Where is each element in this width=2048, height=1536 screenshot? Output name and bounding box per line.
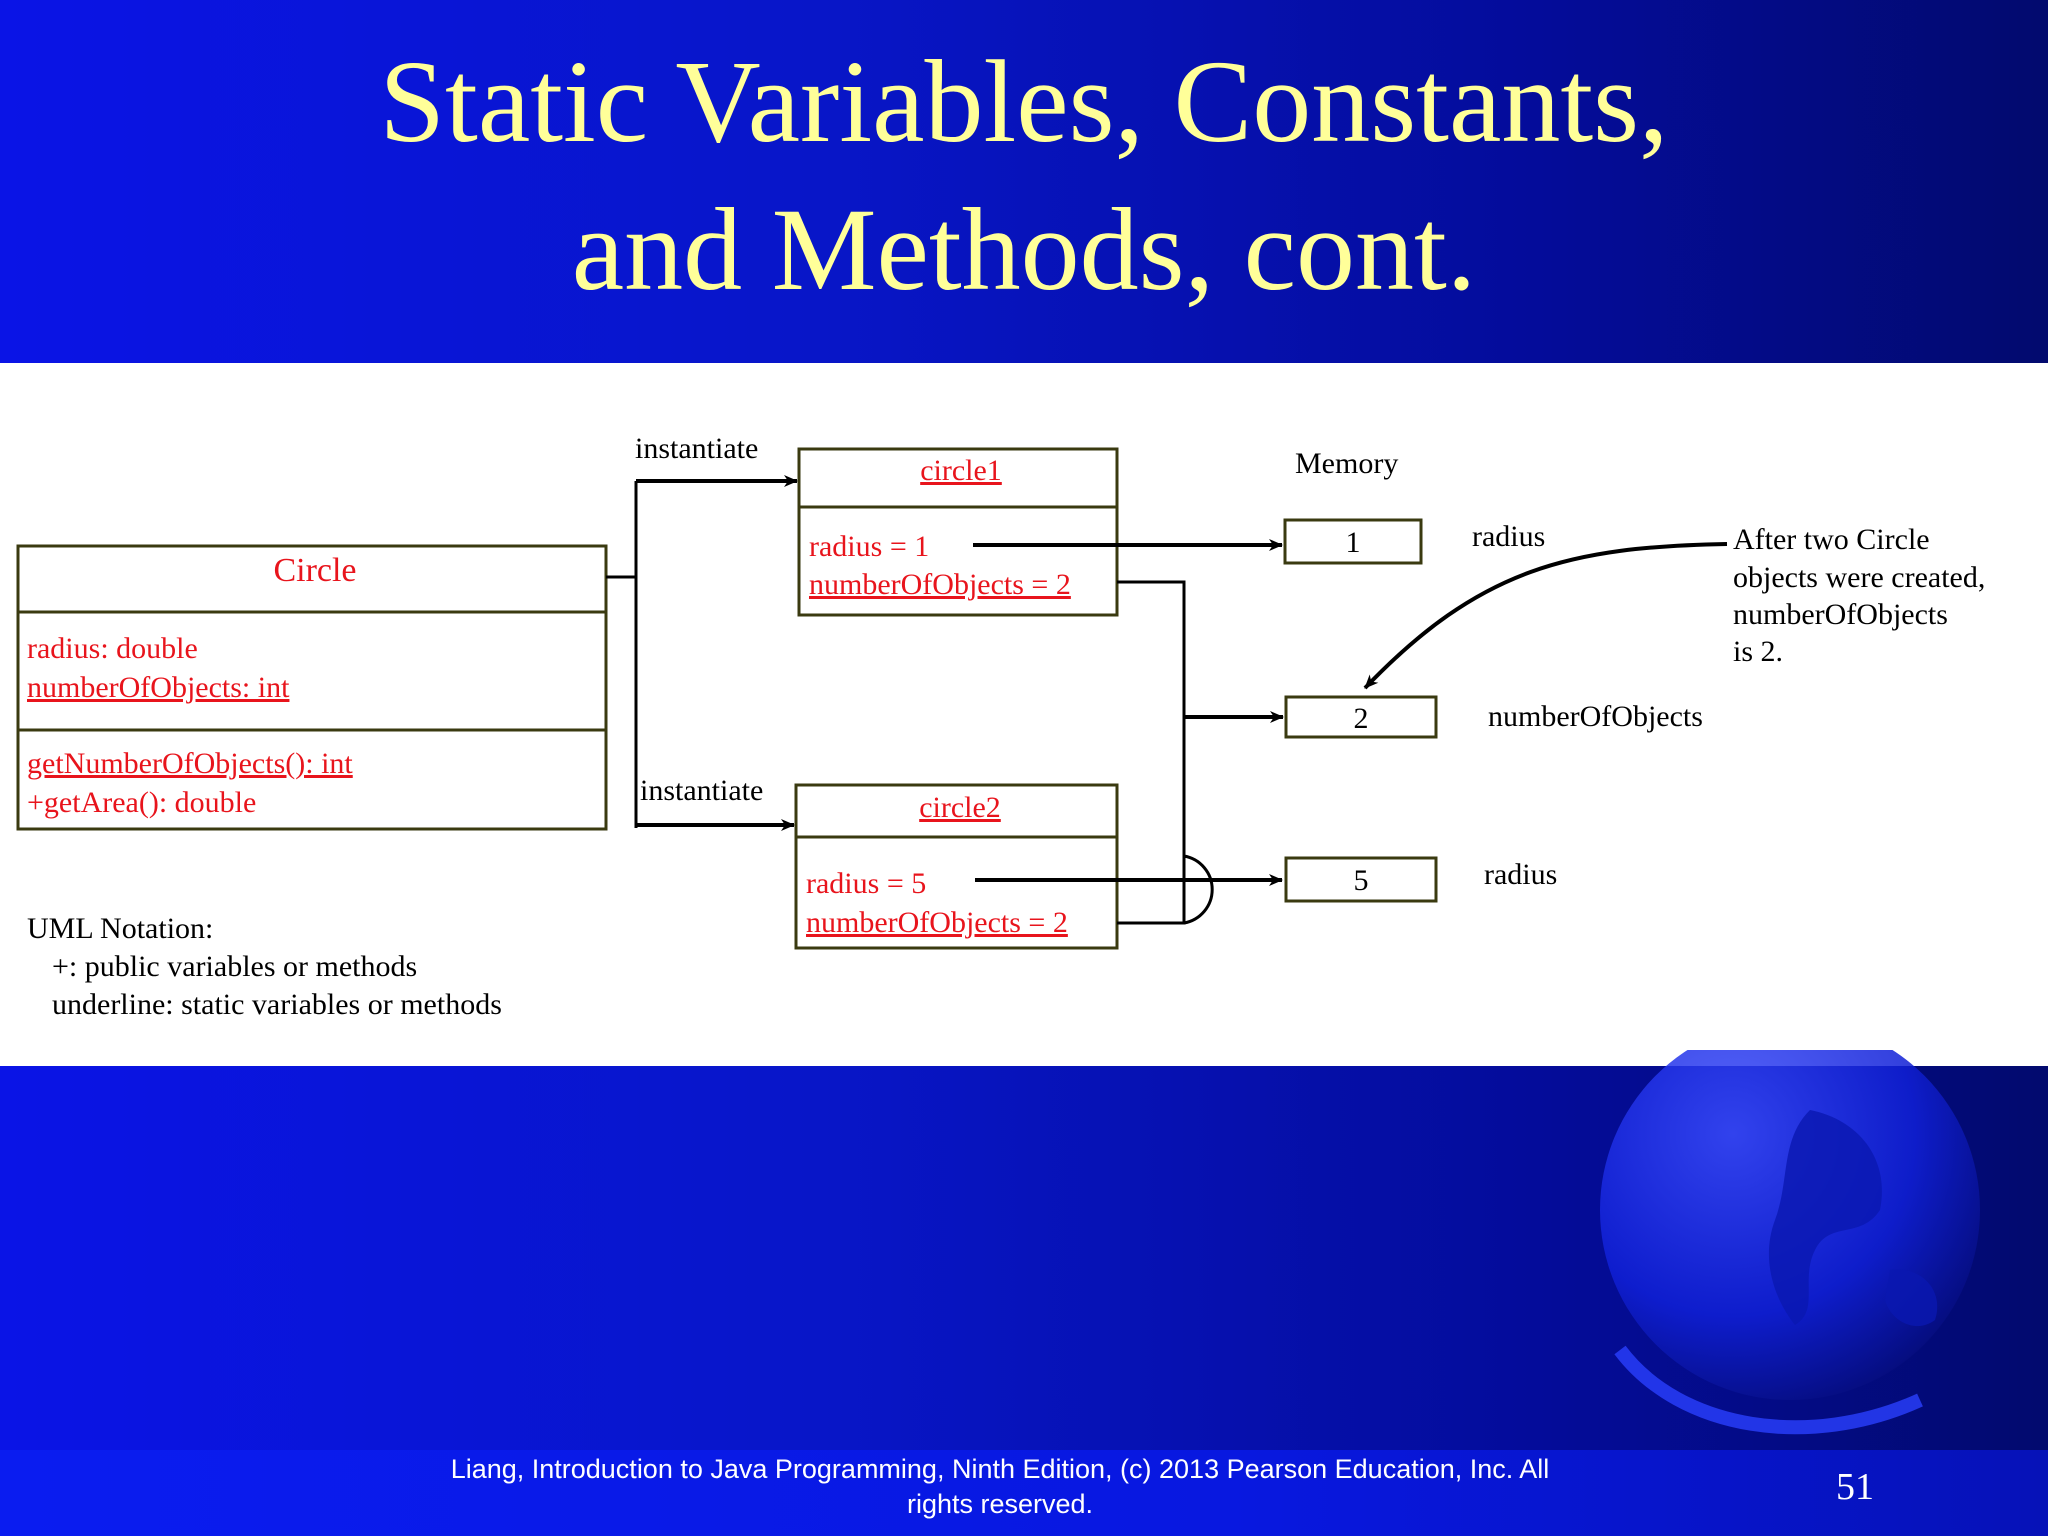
- diagram-panel: [0, 363, 2048, 1066]
- memory-cell-1-label: radius: [1472, 520, 1546, 553]
- title-line-2: and Methods, cont.: [571, 184, 1477, 315]
- memory-cell-1-value: 1: [1345, 526, 1361, 559]
- footer-line-1: Liang, Introduction to Java Programming, Ninth Edition, (c) 2013 Pearson Education, Inc. All: [450, 1454, 1550, 1484]
- note-line-3: numberOfObjects: [1733, 598, 1948, 631]
- footer-credit: [400, 1452, 1600, 1522]
- circle-class-box: [18, 546, 606, 829]
- memory-heading: Memory: [1295, 447, 1399, 480]
- class-method-getcount: getNumberOfObjects(): int: [27, 747, 353, 780]
- slide-title: [0, 28, 2048, 324]
- instantiate-connector: [606, 432, 797, 828]
- class-method-getarea: +getArea(): double: [27, 786, 257, 819]
- instantiate-label-2: instantiate: [640, 774, 764, 807]
- note-line-2: objects were created,: [1733, 561, 1986, 594]
- class-field-count: numberOfObjects: int: [27, 671, 290, 704]
- legend-line-1: +: public variables or methods: [52, 950, 418, 983]
- uml-legend: [27, 912, 502, 1021]
- legend-heading: UML Notation:: [27, 912, 214, 945]
- circle1-name: circle1: [920, 454, 1002, 487]
- circle1-object-box: [799, 449, 1117, 615]
- memory-cell-2-value: 2: [1353, 702, 1369, 735]
- class-name: Circle: [273, 552, 357, 589]
- title-line-1: Static Variables, Constants,: [379, 36, 1669, 167]
- footer-line-2: rights reserved.: [906, 1489, 1094, 1519]
- note-text: [1733, 523, 1985, 668]
- memory-cell-3-value: 5: [1353, 864, 1369, 897]
- instantiate-label-1: instantiate: [635, 432, 759, 465]
- memory-area: [1285, 447, 1703, 901]
- circle2-object-box: [796, 785, 1117, 948]
- page-number: 51: [1836, 1466, 1874, 1508]
- legend-line-2: underline: static variables or methods: [52, 988, 502, 1021]
- circle2-name: circle2: [919, 791, 1001, 824]
- memory-cell-3-label: radius: [1484, 858, 1558, 891]
- circle2-radius: radius = 5: [806, 867, 927, 900]
- note-line-4: is 2.: [1733, 635, 1784, 668]
- memory-cell-2-label: numberOfObjects: [1488, 700, 1703, 733]
- note-line-1: After two Circle: [1733, 523, 1930, 556]
- circle2-count: numberOfObjects = 2: [806, 906, 1068, 939]
- circle1-radius: radius = 1: [809, 530, 930, 563]
- globe-decoration: [1560, 1050, 2020, 1450]
- class-field-radius: radius: double: [27, 632, 198, 665]
- circle1-count: numberOfObjects = 2: [809, 568, 1071, 601]
- uml-diagram: [0, 363, 2048, 1066]
- reference-arrows: [973, 544, 1727, 923]
